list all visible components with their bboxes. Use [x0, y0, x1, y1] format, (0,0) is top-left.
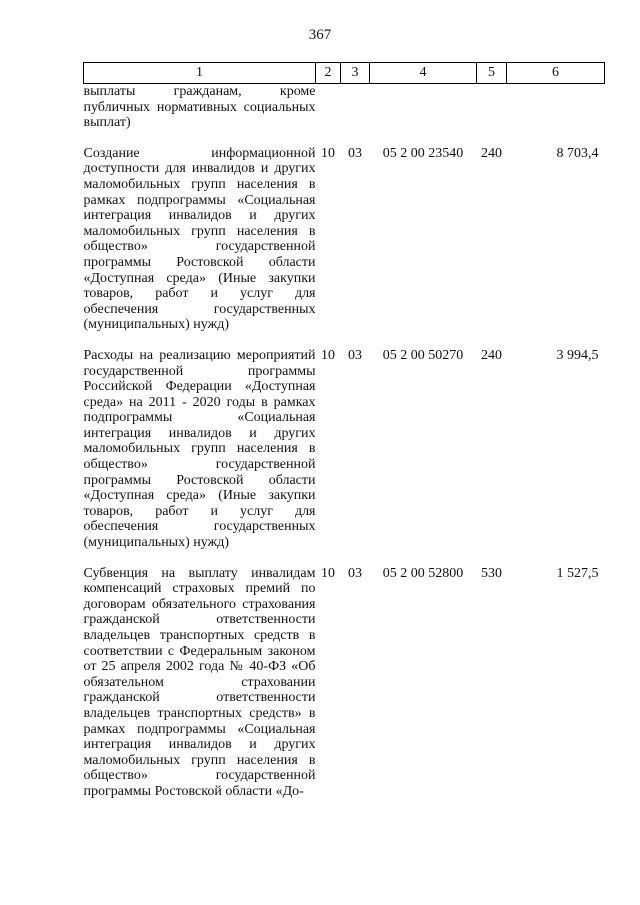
table-row: [84, 146, 605, 333]
row-amount: 3 994,5: [556, 347, 599, 363]
row-expense-type: 240: [481, 145, 502, 161]
row-target-article: 05 2 00 50270: [382, 347, 464, 363]
row-subsection: 03: [348, 145, 362, 161]
row-target-article: [370, 84, 477, 131]
row-description: Субвенция на выплату инвалидам компенсаций страховых премий по договорам обязательного страхования гражданской ответственности владельцев транспортных средств в соответствии с Федеральным законом от 25 апреля 2002 года № 40-ФЗ «Об обязательном страховании гражданской ответственности владельцев транспортных средств» в рамках подпрограммы «Социальная интеграция инвалидов и других маломобильных групп населения в общество» государственной программы Ростовской области «До-: [83, 565, 316, 799]
row-amount: 1 527,5: [556, 565, 599, 581]
row-section: 10: [321, 347, 335, 363]
table-row: [84, 348, 605, 551]
row-section: 10: [321, 145, 335, 161]
row-subsection: [341, 84, 370, 131]
row-expense-type: [477, 84, 507, 131]
row-description: выплаты гражданам, кроме публичных нормативных социальных выплат): [83, 84, 316, 131]
row-expense-type: 530: [481, 565, 502, 581]
header-col-5: 5: [477, 63, 507, 84]
row-target-article: 05 2 00 23540: [382, 145, 464, 161]
budget-table: [83, 62, 605, 800]
row-target-article: 05 2 00 52800: [382, 565, 464, 581]
header-col-3: 3: [341, 63, 370, 84]
table-row: [84, 566, 605, 800]
header-col-2: 2: [316, 63, 341, 84]
header-col-6: 6: [507, 63, 605, 84]
header-col-4: 4: [370, 63, 477, 84]
header-col-1: 1: [84, 63, 316, 84]
page-number: 367: [308, 27, 332, 43]
row-section: 10: [321, 565, 335, 581]
row-subsection: 03: [348, 347, 362, 363]
row-amount: [507, 84, 605, 131]
row-description: Создание информационной доступности для инвалидов и других маломобильных групп населения в рамках подпрограммы «Социальная интеграция инвалидов и других маломобильных групп населения в общество» государственной программы Ростовской области «Доступная среда» (Иные закупки товаров, работ и услуг для обеспечения государственных (муниципальных) нужд): [83, 145, 316, 333]
row-section: [316, 84, 341, 131]
table-header: [84, 63, 605, 84]
row-expense-type: 240: [481, 347, 502, 363]
table-row: [84, 84, 605, 131]
row-amount: 8 703,4: [556, 145, 599, 161]
row-description: Расходы на реализацию мероприятий государственной программы Российской Федерации «Доступная среда» на 2011 - 2020 годы в рамках подпрограммы «Социальная интеграция инвалидов и других маломобильных групп населения в общество» государственной программы Ростовской области «Доступная среда» (Иные закупки товаров, работ и услуг для обеспечения государственных (муниципальных) нужд): [83, 347, 316, 551]
row-subsection: 03: [348, 565, 362, 581]
